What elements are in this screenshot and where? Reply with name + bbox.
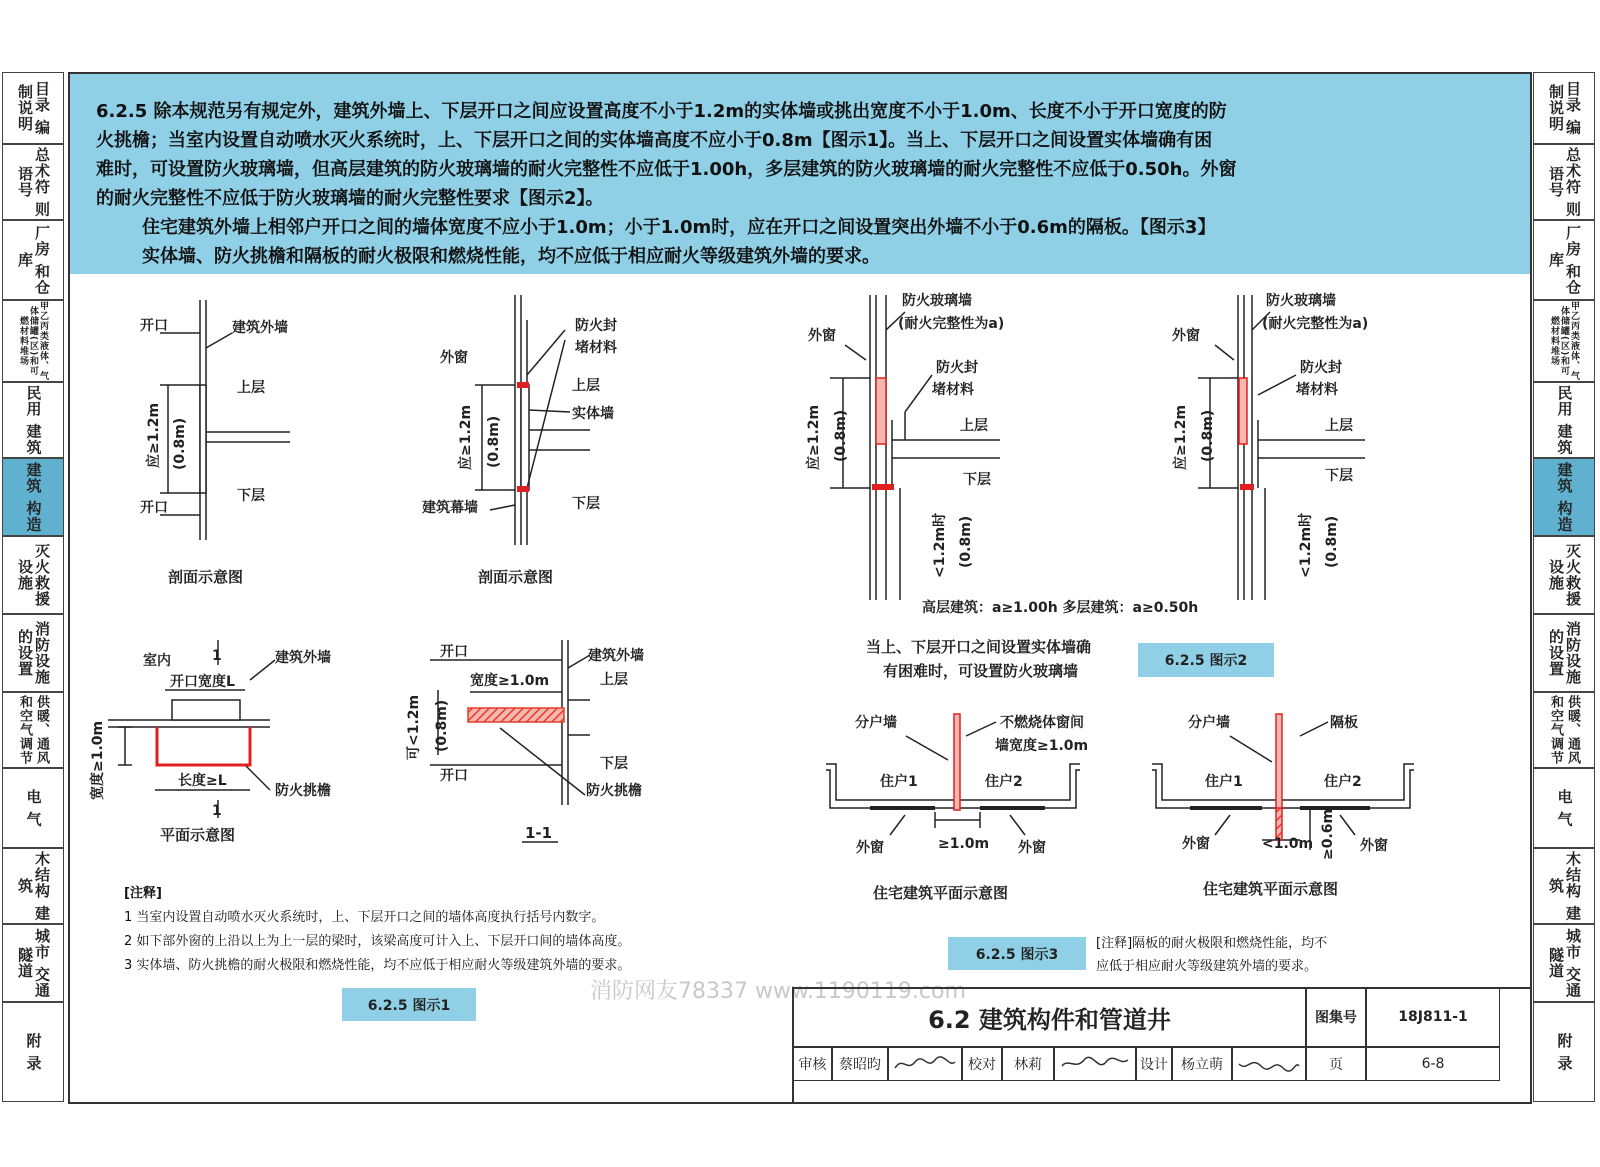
fig1b-solid-wall: 实体墙 (572, 406, 614, 422)
fig2a-seal (872, 484, 894, 490)
tab-tunnel[interactable]: 城市 交通隧道 (2, 924, 64, 1002)
clause-line-1: 6.2.5 除本规范另有规定外，建筑外墙上、下层开口之间应设置高度不小于1.2m的实体墙或挑出宽度不小于1.0m、长度不小于开口宽度的防 (96, 101, 1227, 122)
fig3-label: 6.2.5 图示3 (948, 937, 1086, 970)
clause-line-3: 难时，可设置防火玻璃墙，但高层建筑的防火玻璃墙的耐火完整性不应低于1.00h，多层建筑的防火玻璃墙的耐火完整性不应低于0.50h。外窗 (96, 159, 1237, 180)
fig2b-window: 外窗 (1172, 328, 1200, 344)
fig2b-dim4: (0.8m) (1324, 515, 1340, 568)
tab-hvac[interactable]: 供暖、通风 和空气调节 (1533, 692, 1595, 768)
fig3b-unit1: 住户1 (1205, 774, 1243, 790)
fig3-note-1: [注释]隔板的耐火极限和燃烧性能，均不 (1096, 936, 1328, 951)
clause-line-4: 的耐火完整性不应低于防火玻璃墙的耐火完整性要求【图示2】。 (96, 188, 604, 209)
note-2: 2 如下部外窗的上沿以上为上一层的梁时，该梁高度可计入上、下层开口间的墙体高度。 (124, 934, 631, 949)
fig1b-window: 外窗 (440, 350, 468, 366)
tab-rescue[interactable]: 灭火救援 设施 (2, 536, 64, 614)
fig2b-seal2: 堵材料 (1296, 382, 1338, 398)
fig1b-seal2: 堵材料 (575, 340, 617, 356)
fig3b-window-left: 外窗 (1182, 836, 1210, 852)
fig1d-canopy-label: 防火挑檐 (586, 783, 642, 799)
fig1d-opening-top: 开口 (440, 644, 468, 660)
fig2b-upper: 上层 (1325, 418, 1353, 434)
fig1a-outer-wall: 建筑外墙 (232, 320, 288, 336)
tab-tunnel[interactable]: 城市 交通隧道 (1533, 924, 1595, 1002)
reviewer-signature (888, 1047, 962, 1081)
tab-general[interactable]: 总术符 则语号 (1533, 144, 1595, 220)
fig1c-canopy (157, 727, 250, 765)
tab-contents[interactable]: 目录 编制说明 (1533, 72, 1595, 144)
fig3b-party-wall (1276, 714, 1282, 810)
fig1d-caption: 1-1 (525, 824, 553, 842)
fig3b-dim2: ≥0.6m (1320, 808, 1336, 860)
review-label: 审核 (792, 1047, 832, 1081)
fig2a-dim: 应≥1.2m (806, 404, 822, 470)
fig3a-window-right: 外窗 (1018, 840, 1046, 856)
fig1c-section-mark-top: 1 (212, 648, 222, 664)
tab-appendix[interactable]: 附 录 (2, 1002, 64, 1102)
fig2a-seal-label: 防火封 (936, 360, 978, 376)
fig2b-seal-label: 防火封 (1300, 360, 1342, 376)
fig1b-dim2: (0.8m) (486, 415, 502, 468)
tab-general[interactable]: 总术符 则语号 (2, 144, 64, 220)
fig1a-lower: 下层 (237, 488, 265, 504)
fig2a-glass2: (耐火完整性为a) (898, 316, 1005, 332)
fig2b-glass-wall (1239, 378, 1247, 444)
fig2-note: 高层建筑：a≥1.00h 多层建筑：a≥0.50h (922, 600, 1199, 616)
fig2a-section (830, 295, 1000, 600)
fig1b-seal: 防火封 (575, 318, 617, 334)
fig3a-window-left: 外窗 (856, 840, 884, 856)
fig2b-lower: 下层 (1325, 468, 1353, 484)
fig3a-nc-wall: 不燃烧体窗间 (1000, 715, 1084, 731)
fig3b-window-right: 外窗 (1360, 838, 1388, 854)
fig1d-lower: 下层 (600, 756, 628, 772)
tab-factory[interactable]: 厂房 和仓库 (2, 220, 64, 300)
fig3a-party-wall-label: 分户墙 (855, 715, 897, 731)
fig3b-partition-label: 隔板 (1330, 715, 1358, 731)
fig3a-caption: 住宅建筑平面示意图 (873, 884, 1009, 902)
fig1b-dim: 应≥1.2m (458, 404, 474, 470)
fig3b-caption: 住宅建筑平面示意图 (1203, 880, 1339, 898)
fig1c-canopy-label: 防火挑檐 (275, 783, 331, 799)
fig1b-upper: 上层 (572, 378, 600, 394)
signature-scribble-icon (1237, 1054, 1301, 1074)
fig3a-unit1: 住户1 (880, 774, 918, 790)
atlas-number: 18J811-1 (1366, 987, 1500, 1047)
fig1c-open-width: 开口宽度L (170, 674, 235, 690)
fig1c-caption: 平面示意图 (160, 826, 236, 844)
tab-construction[interactable]: 建筑 构造 (2, 458, 64, 536)
design-label: 设计 (1136, 1047, 1172, 1081)
fig1d-width: 宽度≥1.0m (470, 673, 550, 689)
fig1a-caption: 剖面示意图 (168, 568, 244, 586)
fig2-desc-1: 当上、下层开口之间设置实体墙确 (866, 638, 1092, 656)
tab-contents[interactable]: 目录 编制说明 (2, 72, 64, 144)
fig1d-canopy (468, 708, 564, 722)
fig2-desc-2: 有困难时，可设置防火玻璃墙 (883, 662, 1079, 680)
tab-civil[interactable]: 民用 建筑 (1533, 382, 1595, 458)
fig2a-window: 外窗 (808, 328, 836, 344)
fig3b-unit2: 住户2 (1324, 774, 1362, 790)
fig1d-dim2: (0.8m) (434, 699, 450, 752)
tab-fire-facilities[interactable]: 消防设施 的设置 (2, 614, 64, 692)
fig1b-seal-bottom (517, 486, 529, 492)
tab-hvac[interactable]: 供暖、通风 和空气调节 (2, 692, 64, 768)
clause-line-5: 住宅建筑外墙上相邻户开口之间的墙体宽度不应小于1.0m；小于1.0m时，应在开口之间设置突出外墙不小于0.6m的隔板。【图示3】 (142, 217, 1216, 238)
fig1-label: 6.2.5 图示1 (342, 988, 476, 1021)
fig1b-seal-top (517, 382, 529, 388)
fig3b-party-wall-label: 分户墙 (1188, 715, 1230, 731)
fig1d-outer-wall: 建筑外墙 (588, 648, 644, 664)
tab-electric[interactable]: 电 气 (1533, 768, 1595, 848)
tab-appendix[interactable]: 附 录 (1533, 1002, 1595, 1102)
notes-title: [注释] (124, 886, 162, 901)
atlas-label: 图集号 (1306, 987, 1366, 1047)
fig1c-outer-wall: 建筑外墙 (275, 650, 331, 666)
fig1b-lower: 下层 (572, 496, 600, 512)
fig1d-upper: 上层 (600, 672, 628, 688)
designer-name: 杨立萌 (1172, 1047, 1232, 1081)
tab-tanks[interactable]: 甲乙丙类液体、气体储罐(区)和可燃材料堆场 (1533, 300, 1595, 382)
fig2a-upper: 上层 (960, 418, 988, 434)
fig2b-dim2: (0.8m) (1200, 409, 1216, 462)
fig1c-width: 宽度≥1.0m (90, 720, 106, 800)
checker-name: 林莉 (1002, 1047, 1054, 1081)
title-block-title: 6.2 建筑构件和管道井 (792, 987, 1306, 1047)
note-1: 1 当室内设置自动喷水灭火系统时，上、下层开口之间的墙体高度执行括号内数字。 (124, 910, 605, 925)
tab-construction[interactable]: 建筑 构造 (1533, 458, 1595, 536)
fig3b-dim: <1.0m (1262, 836, 1314, 852)
fig1c-section-mark-bottom: 1 (212, 803, 222, 819)
reviewer-name: 蔡昭昀 (832, 1047, 888, 1081)
page-number: 6-8 (1366, 1047, 1500, 1081)
tab-civil[interactable]: 民用 建筑 (2, 382, 64, 458)
checker-signature (1054, 1047, 1136, 1081)
watermark: 消防网友78337 www.1190119.com (590, 979, 966, 1004)
fig2b-dim: 应≥1.2m (1173, 404, 1189, 470)
clause-line-2: 火挑檐；当室内设置自动喷水灭火系统时，上、下层开口之间的实体墙高度不应小于0.8m【图示1】。当上、下层开口之间设置实体墙确有困 (96, 130, 1213, 151)
fig1a-dim: 应≥1.2m (146, 402, 162, 468)
fig1d-opening-bottom: 开口 (440, 768, 468, 784)
fig3a-dim: ≥1.0m (938, 836, 990, 852)
fig2a-dim2: (0.8m) (833, 409, 849, 462)
fig3-note-2: 应低于相应耐火等级建筑外墙的要求。 (1096, 959, 1318, 974)
check-label: 校对 (962, 1047, 1002, 1081)
fig2a-dim3: <1.2m时 (932, 512, 948, 578)
page-label: 页 (1306, 1047, 1366, 1081)
fig1c-length: 长度≥L (178, 773, 227, 789)
signature-scribble-icon (1060, 1054, 1130, 1074)
fig1a-opening-top: 开口 (140, 318, 168, 334)
designer-signature (1232, 1047, 1306, 1081)
fig1b-caption: 剖面示意图 (478, 568, 554, 586)
fig3a-nc-wall2: 墙宽度≥1.0m (995, 738, 1089, 754)
tab-timber[interactable]: 木结构 建筑 (2, 848, 64, 924)
fig2b-dim3: <1.2m时 (1298, 512, 1314, 578)
fig2a-glass-wall (876, 378, 886, 444)
tab-factory[interactable]: 厂房 和仓库 (1533, 220, 1595, 300)
fig1a-opening-bottom: 开口 (140, 500, 168, 516)
fig2-label: 6.2.5 图示2 (1138, 643, 1274, 677)
tab-rescue[interactable]: 灭火救援 设施 (1533, 536, 1595, 614)
fig3b-plan (1152, 722, 1414, 850)
fig2a-dim4: (0.8m) (958, 515, 974, 568)
fig2a-glass: 防火玻璃墙 (902, 293, 972, 309)
fig2b-glass2: (耐火完整性为a) (1262, 316, 1369, 332)
tab-electric[interactable]: 电 气 (2, 768, 64, 848)
clause-line-6: 实体墙、防火挑檐和隔板的耐火极限和燃烧性能，均不应低于相应耐火等级建筑外墙的要求。 (142, 246, 880, 267)
fig3a-unit2: 住户2 (985, 774, 1023, 790)
signature-scribble-icon (893, 1054, 957, 1074)
fig1a-dim2: (0.8m) (172, 417, 188, 470)
fig2a-lower: 下层 (963, 472, 991, 488)
fig1c-indoor: 室内 (143, 653, 171, 669)
tab-fire-facilities[interactable]: 消防设施 的设置 (1533, 614, 1595, 692)
fig1d-dim: 可<1.2m (406, 694, 422, 760)
fig1b-curtain: 建筑幕墙 (422, 500, 478, 516)
tab-timber[interactable]: 木结构 建筑 (1533, 848, 1595, 924)
fig2b-glass: 防火玻璃墙 (1266, 293, 1336, 309)
fig2b-seal (1240, 484, 1254, 490)
fig3a-party-wall (954, 714, 960, 810)
fig1a-upper: 上层 (237, 380, 265, 396)
tab-tanks[interactable]: 甲乙丙类液体、气体储罐(区)和可燃材料堆场 (2, 300, 64, 382)
note-3: 3 实体墙、防火挑檐的耐火极限和燃烧性能，均不应低于相应耐火等级建筑外墙的要求。 (124, 958, 631, 973)
fig2a-seal2: 堵材料 (932, 382, 974, 398)
